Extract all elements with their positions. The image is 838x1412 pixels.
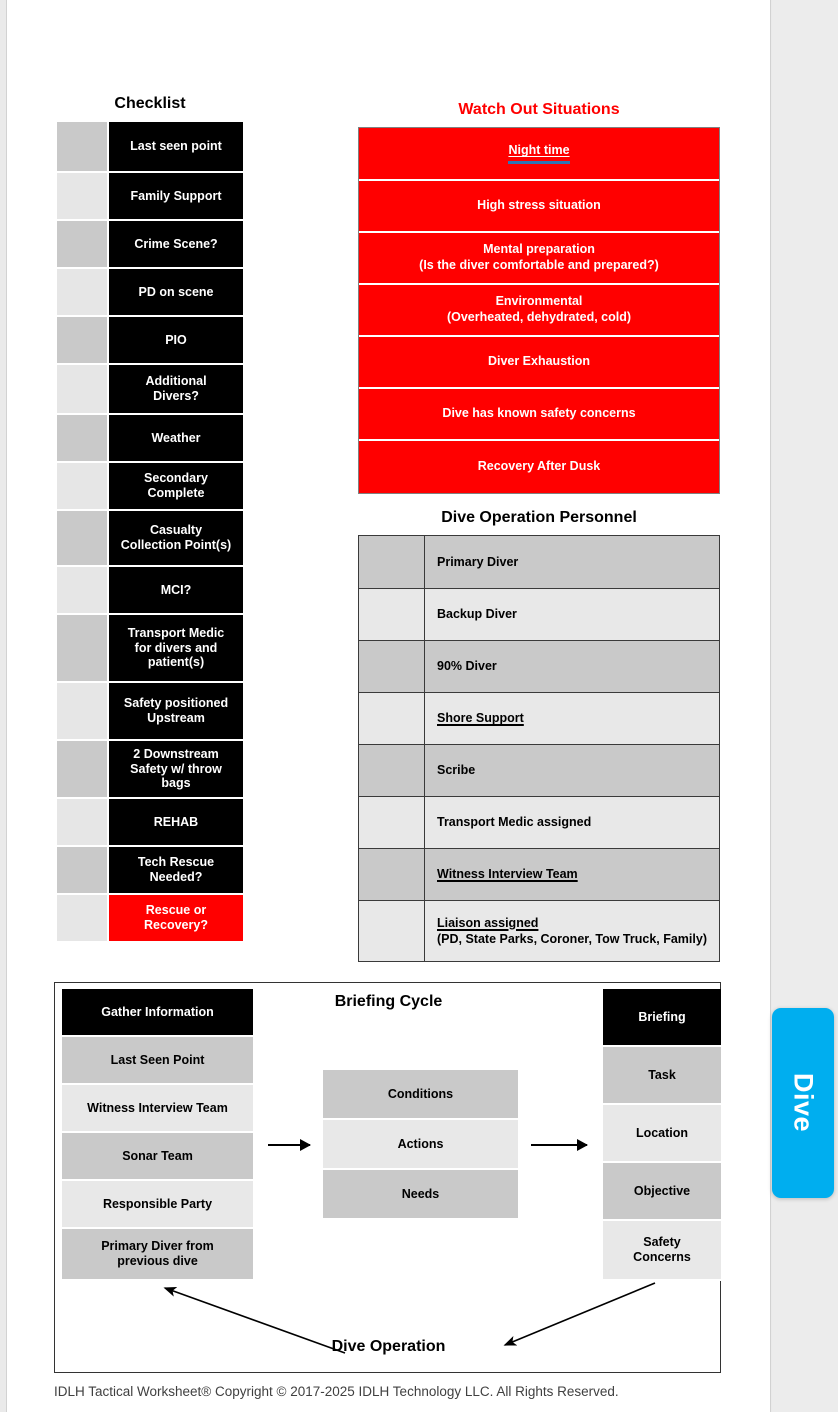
checklist-row[interactable] <box>56 740 244 798</box>
checklist-row[interactable] <box>56 846 244 894</box>
personnel-role-cell <box>425 536 719 588</box>
personnel-row[interactable] <box>359 536 719 589</box>
dive-side-tab[interactable] <box>772 1008 834 1198</box>
checklist-row[interactable] <box>56 894 244 942</box>
personnel-role-label[interactable]: Liaison assigned <box>437 915 539 930</box>
personnel-checkbox-cell[interactable] <box>359 901 425 961</box>
personnel-checkbox-cell[interactable] <box>359 797 425 848</box>
watch-out-row: Diver Exhaustion <box>359 337 719 389</box>
dive-operation-loop-arrows-icon <box>55 983 722 1374</box>
briefing-item[interactable]: Briefing <box>603 989 721 1047</box>
checklist-row[interactable] <box>56 462 244 510</box>
checklist-item-label: Crime Scene? <box>108 220 244 268</box>
checklist-checkbox-cell[interactable] <box>56 364 108 414</box>
personnel-role-label: Transport Medic assigned <box>437 815 592 830</box>
personnel-role-sublabel: (PD, State Parks, Coroner, Tow Truck, Family) <box>437 932 707 946</box>
checklist-checkbox-cell[interactable] <box>56 566 108 614</box>
personnel-role-label[interactable]: Shore Support <box>437 711 524 726</box>
checklist-checkbox-cell[interactable] <box>56 846 108 894</box>
personnel-row[interactable] <box>359 901 719 961</box>
briefing-gather-item[interactable]: Primary Diver from previous dive <box>62 1229 253 1281</box>
watch-out-row: Dive has known safety concerns <box>359 389 719 441</box>
checklist-row[interactable] <box>56 268 244 316</box>
briefing-cycle-panel <box>54 982 721 1373</box>
personnel-role-cell <box>425 589 719 640</box>
dive-side-tab-label: Dive <box>788 1073 819 1133</box>
briefing-gather-item[interactable]: Witness Interview Team <box>62 1085 253 1133</box>
checklist-item-label: PIO <box>108 316 244 364</box>
personnel-checkbox-cell[interactable] <box>359 589 425 640</box>
checklist-item-label: MCI? <box>108 566 244 614</box>
personnel-role-label: Scribe <box>437 763 476 778</box>
watch-out-row: Environmental (Overheated, dehydrated, cold) <box>359 285 719 337</box>
briefing-middle-item[interactable]: Actions <box>323 1120 518 1170</box>
checklist-checkbox-cell[interactable] <box>56 740 108 798</box>
briefing-item[interactable]: Objective <box>603 1163 721 1221</box>
checklist-row[interactable] <box>56 510 244 566</box>
checklist-row[interactable] <box>56 172 244 220</box>
personnel-checkbox-cell[interactable] <box>359 693 425 744</box>
checklist-item-label: Secondary Complete <box>108 462 244 510</box>
checklist-row[interactable] <box>56 121 244 172</box>
checklist-row[interactable] <box>56 220 244 268</box>
briefing-cycle-title: Briefing Cycle <box>334 993 443 1010</box>
personnel-row[interactable] <box>359 641 719 693</box>
watch-out-row: Recovery After Dusk <box>359 441 719 493</box>
checklist-item-label: Additional Divers? <box>108 364 244 414</box>
checklist-item-label: Safety positioned Upstream <box>108 682 244 740</box>
dive-operation-label: Dive Operation <box>331 1338 446 1355</box>
checklist-checkbox-cell[interactable] <box>56 614 108 682</box>
checklist-row[interactable] <box>56 682 244 740</box>
checklist-checkbox-cell[interactable] <box>56 462 108 510</box>
personnel-role-cell <box>425 849 719 900</box>
checklist-item-label: Last seen point <box>108 121 244 172</box>
briefing-gather-item[interactable]: Sonar Team <box>62 1133 253 1181</box>
personnel-checkbox-cell[interactable] <box>359 641 425 692</box>
watch-out-row: Mental preparation (Is the diver comfortable and prepared?) <box>359 233 719 285</box>
checklist-row[interactable] <box>56 364 244 414</box>
checklist-checkbox-cell[interactable] <box>56 220 108 268</box>
watch-out-row-link[interactable] <box>359 128 719 181</box>
copyright-footer: IDLH Tactical Worksheet® Copyright © 2017-2025 IDLH Technology LLC. All Rights Reserved. <box>54 1384 619 1399</box>
checklist-row[interactable] <box>56 316 244 364</box>
checklist-row[interactable] <box>56 798 244 846</box>
checklist-row[interactable] <box>56 414 244 462</box>
watch-out-table <box>358 127 720 494</box>
checklist-item-label: Transport Medic for divers and patient(s) <box>108 614 244 682</box>
checklist-item-label: Rescue or Recovery? <box>108 894 244 942</box>
watch-out-row: High stress situation <box>359 181 719 233</box>
personnel-role-label: Backup Diver <box>437 607 517 622</box>
checklist-item-label: Family Support <box>108 172 244 220</box>
checklist-title: Checklist <box>114 95 186 112</box>
briefing-item[interactable]: Safety Concerns <box>603 1221 721 1281</box>
checklist-checkbox-cell[interactable] <box>56 121 108 172</box>
briefing-middle-item[interactable]: Needs <box>323 1170 518 1220</box>
checklist-table <box>56 121 244 942</box>
page-gutter <box>772 0 838 1412</box>
checklist-item-label: Tech Rescue Needed? <box>108 846 244 894</box>
checklist-checkbox-cell[interactable] <box>56 510 108 566</box>
watch-out-title: Watch Out Situations <box>458 101 620 118</box>
personnel-checkbox-cell[interactable] <box>359 536 425 588</box>
checklist-checkbox-cell[interactable] <box>56 414 108 462</box>
checklist-checkbox-cell[interactable] <box>56 316 108 364</box>
personnel-row[interactable] <box>359 745 719 797</box>
checklist-item-label: PD on scene <box>108 268 244 316</box>
checklist-item-label: 2 Downstream Safety w/ throw bags <box>108 740 244 798</box>
night-time-link[interactable]: Night time <box>508 143 569 164</box>
personnel-role-cell <box>425 693 719 744</box>
checklist-row[interactable] <box>56 614 244 682</box>
personnel-row[interactable] <box>359 589 719 641</box>
personnel-role-label[interactable]: Witness Interview Team <box>437 867 578 882</box>
worksheet-sheet <box>6 0 771 1412</box>
briefing-gather-item[interactable]: Gather Information <box>62 989 253 1037</box>
checklist-item-label: Weather <box>108 414 244 462</box>
briefing-gather-item[interactable]: Last Seen Point <box>62 1037 253 1085</box>
briefing-item[interactable]: Task <box>603 1047 721 1105</box>
personnel-checkbox-cell[interactable] <box>359 745 425 796</box>
checklist-checkbox-cell[interactable] <box>56 172 108 220</box>
checklist-checkbox-cell[interactable] <box>56 682 108 740</box>
personnel-row[interactable] <box>359 693 719 745</box>
personnel-row[interactable] <box>359 849 719 901</box>
checklist-item-label: Casualty Collection Point(s) <box>108 510 244 566</box>
personnel-role-cell <box>425 797 719 848</box>
checklist-item-label: REHAB <box>108 798 244 846</box>
personnel-role-label: Primary Diver <box>437 554 519 569</box>
personnel-row[interactable] <box>359 797 719 849</box>
personnel-table <box>358 535 720 962</box>
checklist-checkbox-cell[interactable] <box>56 268 108 316</box>
briefing-gather-item[interactable]: Responsible Party <box>62 1181 253 1229</box>
checklist-checkbox-cell[interactable] <box>56 798 108 846</box>
personnel-checkbox-cell[interactable] <box>359 849 425 900</box>
checklist-checkbox-cell[interactable] <box>56 894 108 942</box>
briefing-item[interactable]: Location <box>603 1105 721 1163</box>
personnel-role-cell <box>425 641 719 692</box>
personnel-role-label: 90% Diver <box>437 659 497 674</box>
personnel-role-cell <box>425 745 719 796</box>
personnel-title: Dive Operation Personnel <box>441 509 637 526</box>
briefing-middle-item[interactable]: Conditions <box>323 1070 518 1120</box>
personnel-role-cell <box>425 901 719 961</box>
checklist-row[interactable] <box>56 566 244 614</box>
